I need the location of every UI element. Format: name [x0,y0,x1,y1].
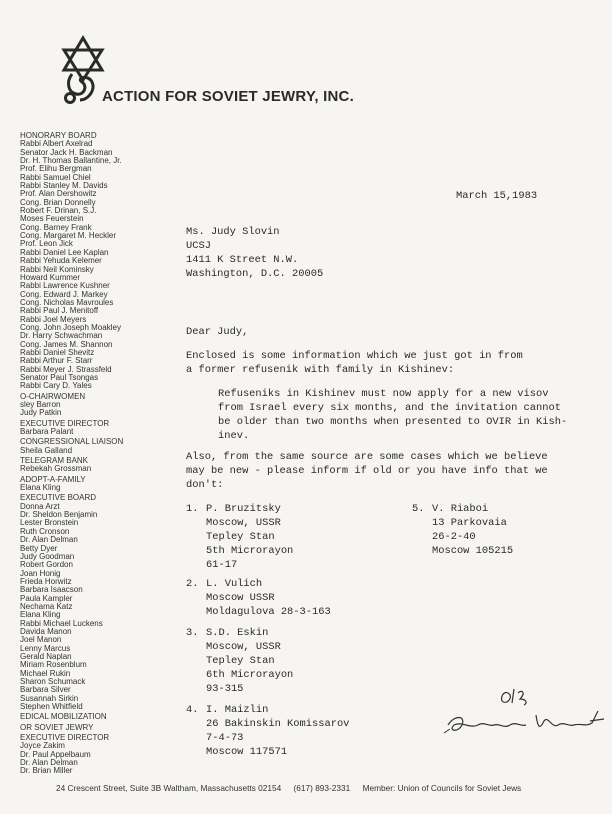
sidebar-member-name: Rabbi Arthur F. Starr [20,356,93,366]
sidebar-member-name: Prof. Leon Jick [20,239,73,249]
sidebar-member-name: Joel Manon [20,635,62,645]
footer-phone: (617) 893-2331 [293,783,351,793]
case-number: 3. [186,627,199,639]
sidebar-member-name: Paula Kampler [20,593,73,603]
sidebar-member-name: Nechama Katz [20,601,73,611]
letter-date: March 15,1983 [456,190,538,202]
sidebar-member-name: Rabbi Joel Meyers [20,314,87,324]
case-line: Tepley Stan [206,655,275,667]
sidebar-section-heading: ADOPT-A-FAMILY [20,474,86,484]
sidebar-member-name: Frieda Horwitz [20,576,72,586]
sidebar-member-name: Rabbi Daniel Shevitz [20,347,95,357]
sidebar-member-name: Cong. Nicholas Mavroules [20,297,114,307]
salutation: Dear Judy, [186,326,249,338]
sidebar-member-name: Prof. Elihu Bergman [20,164,92,174]
footer-address: 24 Crescent Street, Suite 3B Waltham, Massachusetts 02154 [56,783,282,793]
case-line: I. Maizlin [206,704,269,716]
sidebar-member-name: Sharon Schumack [20,677,86,686]
case-number: 1. [186,503,199,515]
recipient-line: Washington, D.C. 20005 [186,268,324,280]
sidebar-member-name: Rabbi Albert Axelrad [20,139,93,149]
recipient-address [186,225,323,281]
case-line: Tepley Stan [206,531,275,543]
sidebar-member-name: Barbara Silver [20,685,71,695]
case-line: P. Bruzitsky [206,503,281,515]
recipient-line: UCSJ [186,240,211,252]
sidebar-member-name: Miriam Rosenblum [20,660,87,670]
case-line: 13 Parkovaia [432,517,507,529]
case-line: S.D. Eskin [206,627,269,639]
sidebar-member-name: Rabbi Michael Luckens [20,618,103,628]
sidebar-member-name: Judy Goodman [20,551,75,561]
case-line: Moscow, USSR [206,641,281,653]
case-number: 2. [186,578,199,590]
also-line: don't: [186,479,224,491]
sidebar-member-name: Davida Manon [20,626,72,636]
sidebar-member-name: Moses Feuerstein [20,214,84,224]
sidebar-member-name: Rabbi Samuel Chiel [20,172,91,182]
sidebar-section-heading: EXECUTIVE BOARD [20,493,97,503]
sidebar-section-heading: EXECUTIVE DIRECTOR [20,418,110,428]
case-line: 61-17 [206,559,238,571]
sidebar-member-name: Barbara Palant [20,427,74,437]
sidebar-member-name: Rabbi Lawrence Kushner [20,281,110,291]
star-of-david-logo-icon [58,34,108,106]
quote-line: from Israel every six months, and the invitation cannot [218,402,561,414]
recipient-line: 1411 K Street N.W. [186,254,299,266]
sidebar-member-name: Cong. James M. Shannon [20,339,113,349]
sidebar-member-name: Rabbi Yehuda Kelemer [20,256,102,266]
sidebar-member-name: Senator Jack H. Backman [20,147,113,157]
case-item [186,577,331,618]
sidebar-section-heading: HONORARY BOARD [20,131,97,140]
case-line: Moscow 117571 [206,746,288,758]
quote-line: Refuseniks in Kishinev must now apply for a new visov [218,388,549,400]
sidebar-member-name: Howard Kummer [20,272,81,282]
sidebar-section-heading: EDICAL MOBILIZATION [20,712,107,722]
sidebar-member-name: Elana Kling [20,483,61,493]
sidebar-member-name: Rabbi Daniel Lee Kaplan [20,247,109,257]
sidebar-member-name: Sheila Galland [20,445,73,455]
case-line: 26 Bakinskin Komissarov [206,718,350,730]
sidebar-member-name: Michael Rukin [20,668,71,678]
sidebar-section-heading: O-CHAIRWOMEN [20,391,86,401]
sidebar-member-name: Prof. Alan Dershowitz [20,189,97,199]
sidebar-member-name: Ruth Cronson [20,526,70,536]
sidebar-member-name: Robert Gordon [20,560,73,570]
sidebar-member-name: Cong. Margaret M. Heckler [20,231,117,241]
sidebar-member-name: Lester Bronstein [20,518,79,528]
quote-line: be older than two months when presented to OVIR in Kish- [218,416,568,428]
sidebar-member-name: Rabbi Meyer J. Strassfeld [20,364,112,374]
sidebar-section-heading: OR SOVIET JEWRY [20,722,94,732]
sidebar-member-name: sley Barron [20,400,61,409]
intro-paragraph [186,349,523,377]
sidebar-section-heading: TELEGRAM BANK [20,456,89,466]
sidebar-member-name: Rabbi Cary D. Yales [20,381,92,391]
case-line: Moscow, USSR [206,517,281,529]
case-item [412,502,514,557]
sidebar-member-name: Dr. Paul Appelbaum [20,749,91,759]
intro-line: Enclosed is some information which we just got in from [186,350,523,362]
sidebar-member-name: Susannah Sirkin [20,693,79,703]
case-line: 93-315 [206,683,244,695]
case-item [186,703,350,758]
case-item [186,502,294,571]
case-line: Moldagulova 28-3-163 [206,606,331,618]
sidebar-member-name: Stephen Whitfield [20,702,83,712]
quote-line: inev. [218,430,250,442]
case-line: L. Vulich [206,578,263,590]
recipient-line: Ms. Judy Slovin [186,226,280,238]
handwritten-signature [440,685,610,745]
case-line: 26-2-40 [432,531,476,543]
case-number: 5. [412,503,425,515]
sidebar-member-name: Senator Paul Tsongas [20,372,99,382]
letterhead-footer [56,783,596,793]
intro-line: a former refusenik with family in Kishinev: [186,364,455,376]
sidebar-member-name: Rabbi Neil Kominsky [20,264,94,274]
sidebar-member-name: Rebekah Grossman [20,464,92,474]
footer-member: Member: Union of Councils for Soviet Jews [362,783,522,793]
case-line: Moscow USSR [206,592,275,604]
case-line: V. Riaboi [432,503,489,515]
sidebar-member-name: Cong. Edward J. Markey [20,289,108,299]
board-members-sidebar [20,130,170,776]
sidebar-member-name: Lenny Marcus [20,643,71,653]
case-line: 7-4-73 [206,732,244,744]
sidebar-member-name: Rabbi Stanley M. Davids [20,181,108,191]
sidebar-member-name: Rabbi Paul J. Menitoff [20,306,99,316]
sidebar-member-name: Robert F. Drinan, S.J. [20,206,97,216]
sidebar-member-name: Cong. Brian Donnelly [20,197,96,207]
sidebar-member-name: Cong. John Joseph Moakley [20,322,121,332]
quoted-paragraph [218,387,567,443]
sidebar-member-name: Elana Kling [20,610,61,620]
sidebar-section-heading: CONGRESSIONAL LIAISON [20,437,124,447]
case-line: Moscow 105215 [432,545,514,557]
sidebar-member-name: Dr. Harry Schwachman [20,331,103,341]
case-line: 5th Microrayon [206,545,294,557]
sidebar-member-name: Joan Honig [20,568,61,578]
sidebar-member-name: Judy Patkin [20,408,62,418]
sidebar-member-name: Dr. Sheldon Benjamin [20,510,98,520]
sidebar-member-name: Dr. Brian Miller [20,766,73,776]
case-item [186,626,294,695]
also-line: may be new - please inform if old or you have info that we [186,465,548,477]
case-number: 4. [186,704,199,716]
sidebar-member-name: Cong. Barney Frank [20,222,92,232]
also-line: Also, from the same source are some cases which we believe [186,451,548,463]
sidebar-member-name: Dr. H. Thomas Ballantine, Jr. [20,156,122,166]
sidebar-section-heading: EXECUTIVE DIRECTOR [20,733,110,743]
sidebar-member-name: Gerald Naplan [20,651,72,661]
organization-name: ACTION FOR SOVIET JEWRY, INC. [102,88,354,105]
sidebar-member-name: Dr. Alan Delman [20,758,78,768]
sidebar-member-name: Joyce Zakim [20,741,65,751]
also-paragraph [186,450,548,492]
sidebar-member-name: Donna Arzt [20,501,60,511]
sidebar-member-name: Dr. Alan Delman [20,535,78,545]
case-line: 6th Microrayon [206,669,294,681]
sidebar-member-name: Betty Dyer [20,543,58,553]
sidebar-member-name: Barbara Isaacson [20,585,83,595]
